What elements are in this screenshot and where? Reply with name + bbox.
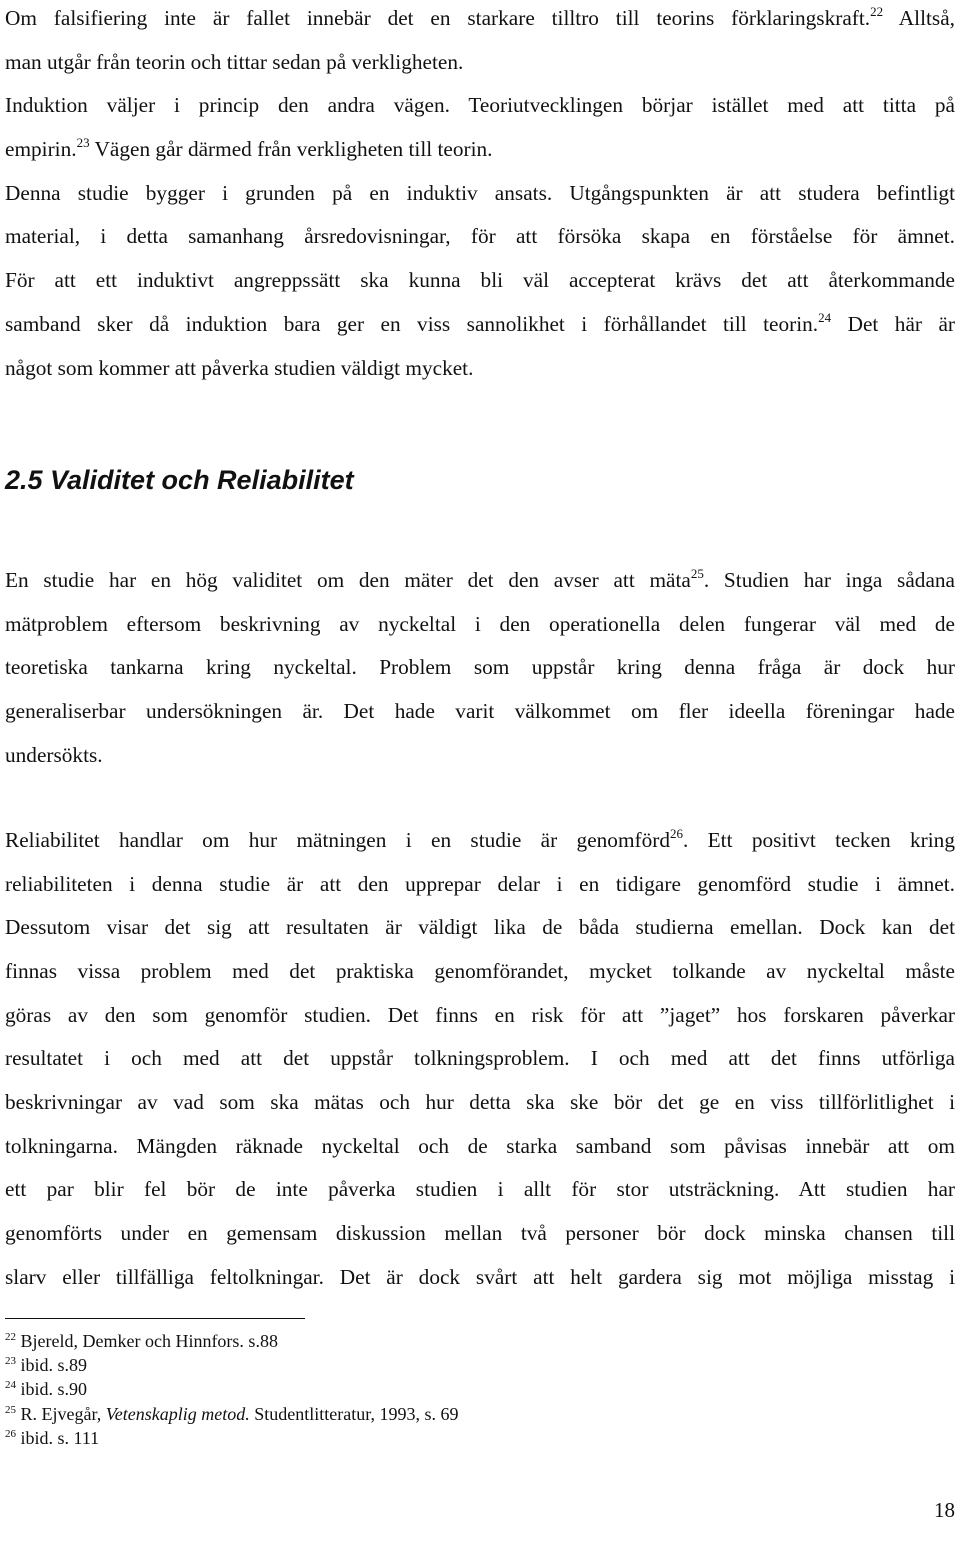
paragraph-4-line-3: Dessutom visar det sig att resultaten är väldigt lika de båda studierna emellan. Dock kan det: [5, 915, 955, 939]
footnote-text: ibid. s.90: [20, 1379, 88, 1399]
footnote-23: [5, 1354, 87, 1376]
footnote-26: [5, 1427, 99, 1449]
footnote-separator: [5, 1318, 305, 1319]
text-span: En studie har en hög validitet om den mäter det den avser att mäta: [5, 568, 691, 592]
footnote-book-title: Vetenskaplig metod.: [105, 1404, 250, 1424]
paragraph-4-line-9: ett par blir fel bör de inte påverka studien i allt för stor utsträckning. Att studien har: [5, 1177, 955, 1201]
paragraph-4-line-6: resultatet i och med att det uppstår tolkningsproblem. I och med att det finns utförliga: [5, 1046, 955, 1070]
paragraph-3-line-5: undersökts.: [5, 743, 103, 767]
section-heading: 2.5 Validitet och Reliabilitet: [5, 465, 354, 495]
text-span: Reliabilitet handlar om hur mätningen i en studie är genomförd: [5, 828, 670, 852]
footnote-number: 23: [5, 1355, 16, 1367]
footnote-text: ibid. s. 111: [20, 1428, 100, 1448]
paragraph-3-line-3: teoretiska tankarna kring nyckeltal. Problem som uppstår kring denna fråga är dock hur: [5, 655, 955, 679]
paragraph-1-line-3: Induktion väljer i princip den andra vägen. Teoriutvecklingen börjar istället med att titta på: [5, 93, 955, 117]
page-number: 18: [934, 1498, 955, 1522]
footnote-ref-23[interactable]: 23: [76, 135, 90, 150]
paragraph-4-line-7: beskrivningar av vad som ska mätas och hur detta ska ske bör det ge en viss tillförlitlighet i: [5, 1090, 955, 1114]
paragraph-2-line-2: material, i detta samanhang årsredovisningar, för att försöka skapa en förståelse för ämnet.: [5, 224, 955, 248]
footnote-text: R. Ejvegår,: [20, 1404, 106, 1424]
paragraph-1-line-2: man utgår från teorin och tittar sedan på verkligheten.: [5, 50, 464, 74]
paragraph-2-line-1: Denna studie bygger i grunden på en induktiv ansats. Utgångspunkten är att studera befintligt: [5, 181, 955, 205]
footnote-number: 22: [5, 1331, 16, 1343]
paragraph-3-line-1: [5, 567, 955, 593]
paragraph-1-line-4: [5, 136, 955, 162]
paragraph-2-line-4: [5, 311, 955, 337]
paragraph-4-line-11: slarv eller tillfälliga feltolkningar. Det är dock svårt att helt gardera sig mot möjliga misstag i: [5, 1265, 955, 1289]
paragraph-1-line-1: [5, 5, 955, 31]
footnote-ref-24[interactable]: 24: [818, 310, 832, 325]
footnote-number: 24: [5, 1379, 16, 1391]
footnote-number: 25: [5, 1404, 16, 1416]
footnote-22: [5, 1330, 278, 1352]
paragraph-4-line-8: tolkningarna. Mängden räknade nyckeltal och de starka samband som påvisas innebär att om: [5, 1134, 955, 1158]
footnote-text: Bjereld, Demker och Hinnfors. s.88: [20, 1331, 278, 1351]
footnote-ref-25[interactable]: 25: [690, 566, 704, 581]
text-span: samband sker då induktion bara ger en viss sannolikhet i förhållandet till teorin.: [5, 312, 819, 336]
paragraph-2-line-3: För att ett induktivt angreppssätt ska kunna bli väl accepterat krävs det att återkommande: [5, 268, 955, 292]
paragraph-4-line-2: reliabiliteten i denna studie är att den upprepar delar i en tidigare genomförd studie i ämnet.: [5, 872, 955, 896]
text-span: Det här är: [831, 312, 955, 336]
paragraph-3-line-4: generaliserbar undersökningen är. Det hade varit välkommet om fler ideella föreningar hade: [5, 699, 955, 723]
paragraph-3-line-2: mätproblem eftersom beskrivning av nyckeltal i den operationella delen fungerar väl med de: [5, 612, 955, 636]
footnote-ref-26[interactable]: 26: [670, 826, 683, 841]
text-span: empirin.: [5, 137, 77, 161]
footnote-25: [5, 1403, 459, 1425]
footnote-ref-22[interactable]: 22: [870, 4, 884, 19]
text-span: Vägen går därmed från verkligheten till teorin.: [89, 137, 493, 161]
footnote-number: 26: [5, 1428, 16, 1440]
footnote-text: Studentlitteratur, 1993, s. 69: [249, 1404, 459, 1424]
text-span: Alltså,: [883, 6, 955, 30]
paragraph-4-line-5: göras av den som genomför studien. Det finns en risk för att ”jaget” hos forskaren påverkar: [5, 1003, 955, 1027]
paragraph-4-line-10: genomförts under en gemensam diskussion mellan två personer bör dock minska chansen till: [5, 1221, 955, 1245]
text-span: . Ett positivt tecken kring: [683, 828, 955, 852]
text-span: . Studien har inga sådana: [703, 568, 955, 592]
footnote-text: ibid. s.89: [20, 1355, 88, 1375]
paragraph-4-line-4: finnas vissa problem med det praktiska genomförandet, mycket tolkande av nyckeltal måste: [5, 959, 955, 983]
footnote-24: [5, 1378, 87, 1400]
text-span: Om falsifiering inte är fallet innebär det en starkare tilltro till teorins förklaringskraft.: [5, 6, 871, 30]
paragraph-4-line-1: [5, 827, 955, 853]
paragraph-2-line-5: något som kommer att påverka studien väldigt mycket.: [5, 356, 474, 380]
